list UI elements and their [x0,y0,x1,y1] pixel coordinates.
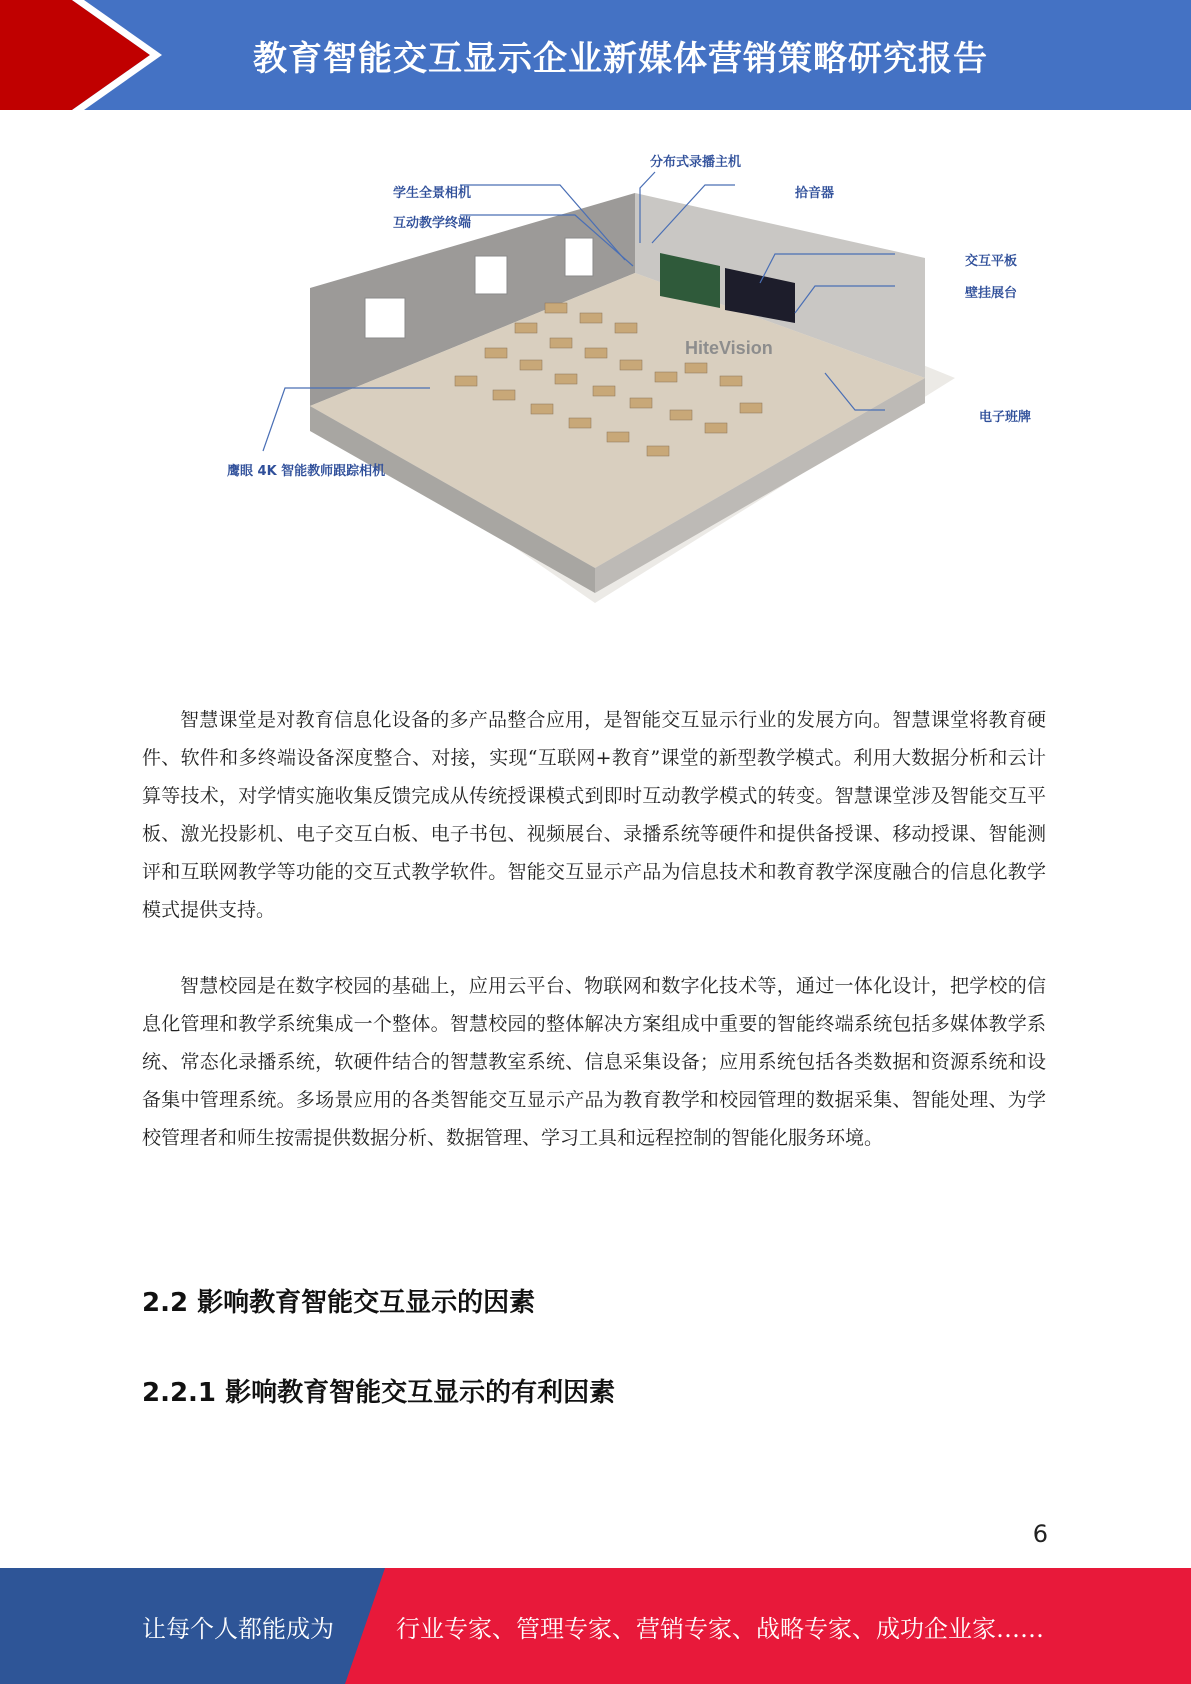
report-title: 教育智能交互显示企业新媒体营销策略研究报告 [253,38,988,79]
section-heading-2-2: 2.2 影响教育智能交互显示的因素 [142,1288,536,1318]
footer-slogan-right: 行业专家、管理专家、营销专家、战略专家、成功企业家…… [396,1614,1044,1643]
callout-teacher-camera: 鹰眼 4K 智能教师跟踪相机 [227,464,386,479]
callout-teaching-terminal: 互动教学终端 [393,216,472,231]
callout-pickup-mic: 拾音器 [795,186,835,201]
classroom-drawing [215,148,1055,648]
callout-interactive-panel: 交互平板 [965,254,1018,269]
footer-banner [0,1568,1191,1684]
paragraph-smart-campus: 智慧校园是在数字校园的基础上，应用云平台、物联网和数字化技术等，通过一体化设计，把学校的信息化管理和教学系统集成一个整体。智慧校园的整体解决方案组成中重要的智能终端系统包括多媒体教学系统、常态化录播系统，软硬件结合的智慧教室系统、信息采集设备；应用系统包括各类数据和资源系统和设备集中管理系统。多场景应用的各类智能交互显示产品为教育教学和校园管理的数据采集、智能处理、为学校管理者和师生按需提供数据分析、数据管理、学习工具和远程控制的智能化服务环境。 [142,975,1046,1149]
window [475,256,507,294]
callout-recording-host: 分布式录播主机 [650,155,742,170]
footer-slogan-left: 让每个人都能成为 [142,1614,334,1643]
header-banner [0,0,1191,110]
brand-logo: HiteVision [685,338,773,358]
window [365,298,405,338]
callout-student-camera: 学生全景相机 [393,186,472,201]
section-heading-2-2-1: 2.2.1 影响教育智能交互显示的有利因素 [142,1378,616,1408]
smart-classroom-illustration [215,148,1055,648]
callout-wall-booth: 壁挂展台 [965,286,1018,301]
callout-class-sign: 电子班牌 [979,410,1032,425]
window [565,238,593,276]
paragraph-smart-classroom: 智慧课堂是对教育信息化设备的多产品整合应用，是智能交互显示行业的发展方向。智慧课堂将教育硬件、软件和多终端设备深度整合、对接，实现“互联网+教育”课堂的新型教学模式。利用大数据分析和云计算等技术，对学情实施收集反馈完成从传统授课模式到即时互动教学模式的转变。智慧课堂涉及智能交互平板、激光投影机、电子交互白板、电子书包、视频展台、录播系统等硬件和提供备授课、移动授课、智能测评和互联网教学等功能的交互式教学软件。智能交互显示产品为信息技术和教育教学深度融合的信息化教学模式提供支持。 [142,709,1046,921]
page-number: 6 [1032,1520,1048,1548]
